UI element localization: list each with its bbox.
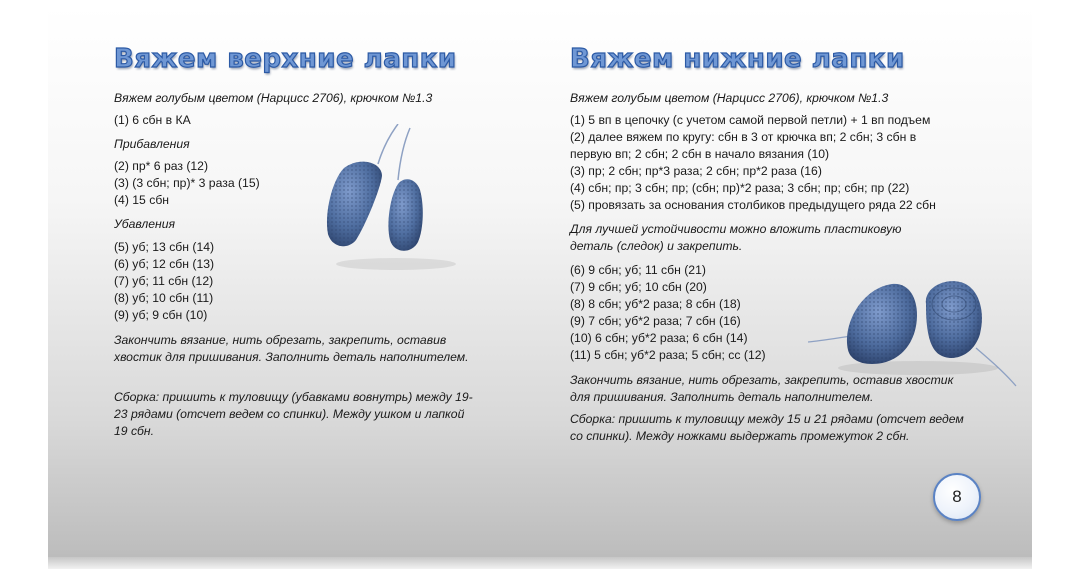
left-title: Вяжем верхние лапки: [114, 44, 457, 74]
list-item: (4) 15 сбн: [114, 193, 170, 207]
list-item: (10) 6 сбн; уб*2 раза; 6 сбн (14): [570, 331, 748, 345]
list-item: (1) 5 вп в цепочку (с учетом самой первой петли) + 1 вп подъем: [570, 113, 931, 127]
list-item: (11) 5 сбн; уб*2 раза; 5 сбн; сс (12): [570, 348, 766, 362]
decreases-label: Убавления: [114, 217, 176, 231]
right-rows-list: [570, 112, 936, 214]
list-item: (7) 9 сбн; уб; 10 сбн (20): [570, 280, 707, 294]
list-item: (9) 7 сбн; уб*2 раза; 7 сбн (16): [570, 314, 741, 328]
right-finish-text: Закончить вязание, нить обрезать, закрепить, оставив хвостик для пришивания. Заполнить деталь наполнителем.: [570, 373, 954, 404]
upper-paws-photo: [286, 124, 486, 274]
list-item: (3) (3 сбн; пр)* 3 раза (15): [114, 176, 260, 190]
right-note-text: Для лучшей устойчивости можно вложить пластиковую деталь (следок) и закрепить.: [570, 222, 902, 253]
right-rows2-list: [570, 262, 766, 364]
list-item: (8) уб; 10 сбн (11): [114, 291, 214, 305]
page-number: 8: [933, 473, 981, 521]
list-item: (6) уб; 12 сбн (13): [114, 257, 215, 271]
list-item: первую вп; 2 сбн; 2 сбн в начало вязания (10): [570, 147, 830, 161]
decreases-list: [114, 239, 214, 324]
left-subtitle: Вяжем голубым цветом (Нарцисс 2706), крючком №1.3: [114, 91, 433, 105]
list-item: (7) уб; 11 сбн (12): [114, 274, 214, 288]
right-title: Вяжем нижние лапки: [570, 44, 905, 74]
list-item: (5) провязать за основания столбиков предыдущего ряда 22 сбн: [570, 198, 936, 212]
increases-list: [114, 158, 260, 209]
left-row-1: (1) 6 сбн в КА: [114, 113, 191, 127]
book-page: [48, 6, 1032, 557]
lower-paws-photo: [808, 264, 1018, 394]
increases-label: Прибавления: [114, 137, 190, 151]
list-item: (2) пр* 6 раз (12): [114, 159, 209, 173]
list-item: (2) далее вяжем по кругу: сбн в 3 от крючка вп; 2 сбн; 3 сбн в: [570, 130, 917, 144]
left-assembly-text: Сборка: пришить к туловищу (убавками вовнутрь) между 19-23 рядами (отсчет ведем со спинки). Между ушком и лапкой 19 сбн.: [114, 390, 473, 438]
list-item: (8) 8 сбн; уб*2 раза; 8 сбн (18): [570, 297, 741, 311]
right-subtitle: Вяжем голубым цветом (Нарцисс 2706), крючком №1.3: [570, 91, 889, 105]
page-edge-shadow: [48, 557, 1032, 569]
list-item: (4) сбн; пр; 3 сбн; пр; (сбн; пр)*2 раза; 3 сбн; пр; сбн; пр (22): [570, 181, 910, 195]
right-assembly-text: Сборка: пришить к туловищу между 15 и 21 рядами (отсчет ведем со спинки). Между ножками выдержать промежуток 2 сбн.: [570, 412, 964, 443]
list-item: (5) уб; 13 сбн (14): [114, 240, 215, 254]
list-item: (3) пр; 2 сбн; пр*3 раза; 2 сбн; пр*2 раза (16): [570, 164, 822, 178]
left-finish-text: Закончить вязание, нить обрезать, закрепить, оставив хвостик для пришивания. Заполнить деталь наполнителем.: [114, 333, 469, 364]
list-item: (9) уб; 9 сбн (10): [114, 308, 208, 322]
list-item: (6) 9 сбн; уб; 11 сбн (21): [570, 263, 706, 277]
